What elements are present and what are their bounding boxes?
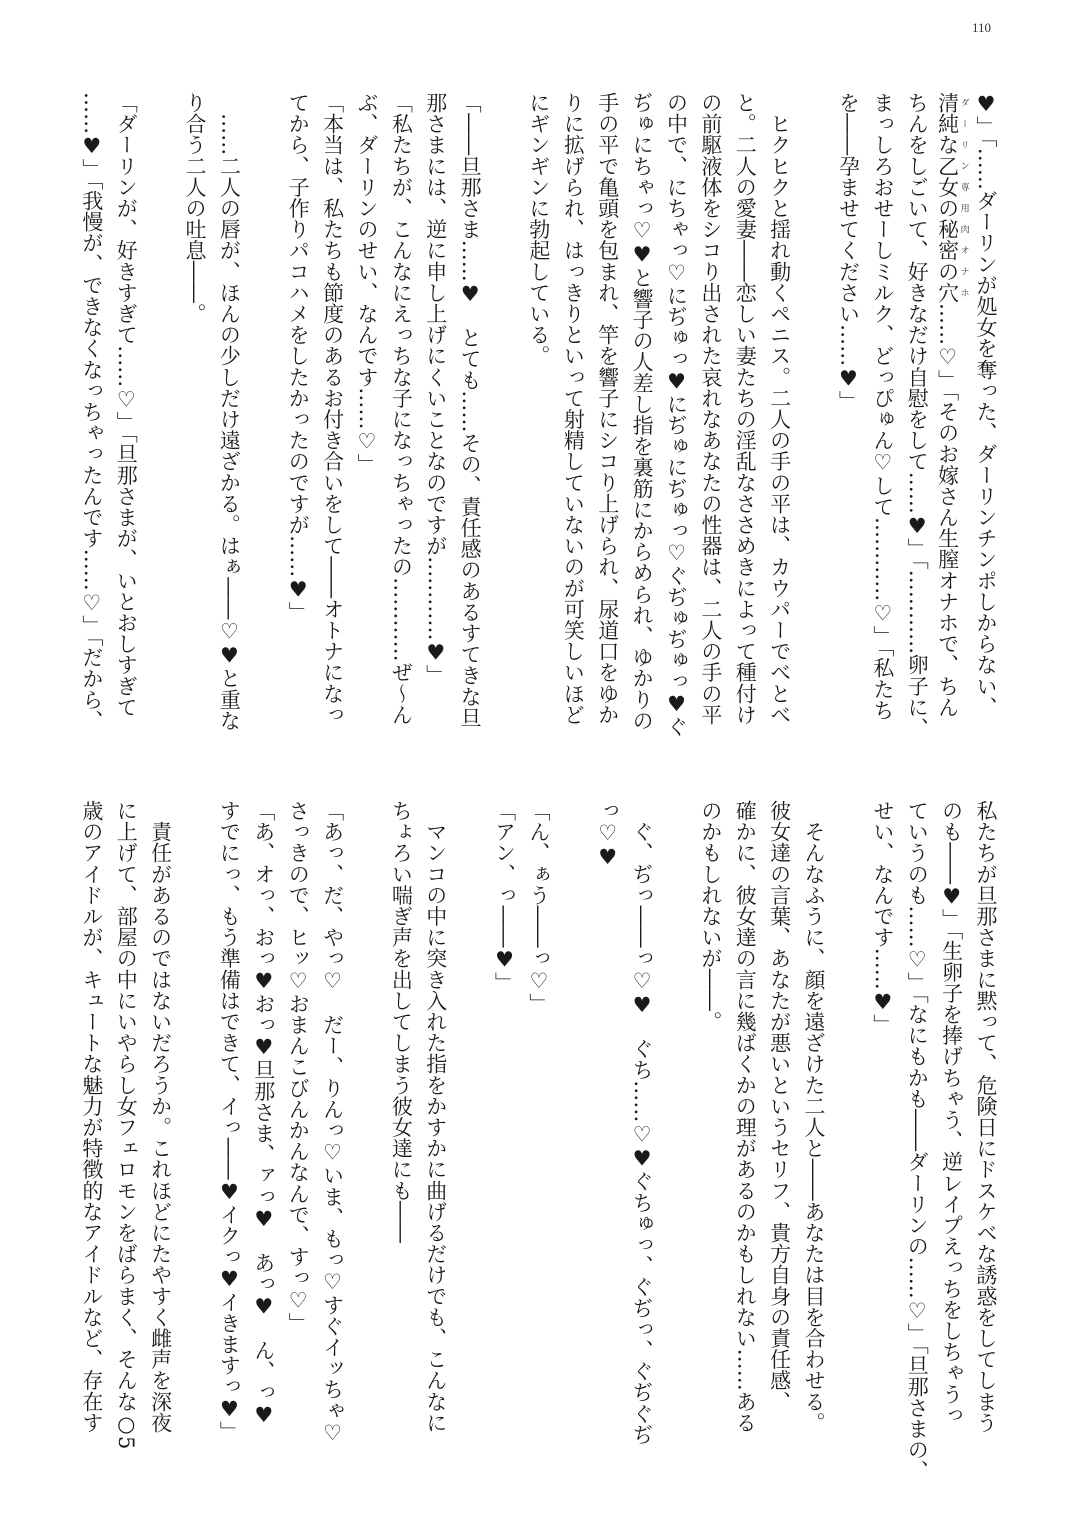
text-column: ぢゅにちゃっ♡♥と響子の人差し指を裏筋にからめられ、ゆかりの [630, 92, 655, 731]
text-column: の中で、にちゃっ♡にぢゅっ♥にぢゅにぢゅっ♡ぐぢゅぢゅっ♥ぐ [664, 92, 689, 737]
blank-line [350, 800, 384, 1460]
column-text: ……♡」「そのお嫁さん生膣オナホで、ちん [935, 303, 960, 718]
text-column: マンコの中に突き入れた指をかすかに曲げるだけでも、こんなに [423, 800, 448, 1433]
text-column: 私たちが旦那さまに黙って、危険日にドスケベな誘惑をしてしまう [974, 800, 998, 1433]
text-column: 手の平で亀頭を包まれ、竿を響子にシコり上げられ、尿道口をゆか [595, 92, 620, 725]
text-column: と。二人の愛妻――恋しい妻たちの淫乱なささめきによって種付け [733, 92, 758, 725]
text-column: せい、なんです……♥」 [870, 800, 895, 1036]
text-column: 「私たちが、こんなにえっちな子になっちゃったの…………ぜ～ん [389, 92, 414, 725]
text-column: にギンギンに勃起している。 [526, 92, 551, 367]
page-number: 110 [972, 20, 992, 35]
text-column: ……二人の唇が、ほんの少しだけ遠ざかる。はぁ――♡♥と重な [217, 92, 242, 731]
text-column-with-ruby [934, 92, 968, 752]
text-column: ♥」「……ダーリンが処女を奪った、ダーリンチンポしからない、 [974, 92, 998, 718]
ruby-annotation [935, 92, 969, 303]
text-column: の前駆液体をシコり出された哀れなあなたの性器は、二人の手の平 [698, 92, 723, 725]
text-column: ちょろい喘ぎ声を出してしまう彼女達にも―― [389, 800, 414, 1244]
text-column: に上げて、部屋の中にいやらし女フェロモンをばらまく、そんな○5 [114, 800, 139, 1450]
text-column: ちんをしごいて、好きなだけ自慰をして……♥」「…………卵子に、 [905, 92, 930, 739]
text-column: さっきので、ヒッ♡おまんこびんかんなんで、すっ♡」 [286, 800, 311, 1334]
text-column: そんなふうに、顔を遠ざけた二人と――あなたは目を合わせる。 [802, 800, 827, 1433]
text-block-top [74, 92, 1003, 752]
blank-line [487, 92, 521, 752]
text-column: り合う二人の吐息――。 [183, 92, 208, 325]
blank-line [556, 800, 590, 1460]
text-column: まっしろおせーしミルク、どっぴゅん♡して…………♡」「私たち [870, 92, 895, 721]
text-column: 「アン、っ――♥」 [492, 800, 517, 993]
text-block-bottom [74, 800, 1003, 1482]
blank-line [178, 800, 212, 1460]
ruby-text: ダーリン専用肉オナホ [958, 92, 969, 303]
text-column: ……♥」「我慢が、できなくなっちゃったんです……♡」「だから、 [79, 92, 104, 732]
text-column: すでにっ、もう準備はできて、イっ――♥イクっ♥イきますっ♥」 [217, 800, 242, 1442]
text-column: 「あ、オっ、おっ♥おっ♥旦那さま、ァっ♥ あっ♥ ん、っ♥ [251, 800, 276, 1427]
text-column: っ♡♥ [595, 800, 620, 870]
text-column: 「ん、ぁう――っ♡」 [526, 800, 551, 1014]
text-column: 責任があるのではないだろうか。これほどにたやすく雌声を深夜 [148, 800, 173, 1433]
ruby-base: 清純な乙女の秘密の穴 [935, 92, 960, 303]
blank-line [831, 800, 865, 1460]
text-column: 「――旦那さま……♥ とても……その、責任感のあるすてきな旦 [458, 92, 483, 728]
blank-line [453, 800, 487, 1460]
text-column: ヒクヒクと揺れ動くペニス。二人の手の平は、カウパーでべとべ [767, 92, 792, 725]
text-column: 「本当は、私たちも節度のあるお付き合いをして――オトナになっ [320, 92, 345, 725]
blank-line [797, 92, 831, 752]
text-column: 「ダーリンが、好きすぎて……♡」「旦那さまが、いとおしすぎて [114, 92, 139, 718]
text-column: 歳のアイドルが、キュートな魅力が特徴的なアイドルなど、存在す [79, 800, 104, 1433]
text-column: りに拡げられ、はっきりといって射精していないのが可笑しいほど [561, 92, 586, 725]
blank-line [246, 92, 280, 752]
text-column: のも――♥」「生卵子を捧げちゃう、逆レイプえっちをしちゃうっ [939, 800, 964, 1426]
blank-line [143, 92, 177, 752]
text-column: てから、子作りパコハメをしたかったのですが……♥」 [286, 92, 311, 623]
blank-line [659, 800, 693, 1460]
text-column: 彼女達の言葉、あなたが悪いというセリフ、貴方自身の責任感、 [767, 800, 792, 1412]
text-column: 「あっ、だ、やっ♡ だー、りんっ♡いま、もっ♡すぐイッちゃ♡ [320, 800, 345, 1445]
text-column: のかもしれないが――。 [698, 800, 723, 1033]
text-column: を――孕ませてください……♥」 [836, 92, 861, 412]
text-column: 確かに、彼女達の言に幾ばくかの理があるのかもしれない……ある [733, 800, 758, 1433]
text-column: ていうのも……♡」「なにもかも――ダーリンの……♡」「旦那さまの、 [905, 800, 930, 1482]
text-column: ぐ、ぢっ――っ♡♥ ぐち……♡♥ぐちゅっ、ぐぢっ、ぐぢぐぢ [630, 800, 655, 1445]
text-column: ぶ、ダーリンのせい、なんです……♡」 [354, 92, 379, 475]
text-column: 那さまには、逆に申し上げにくいことなのですが…………♥」 [423, 92, 448, 686]
